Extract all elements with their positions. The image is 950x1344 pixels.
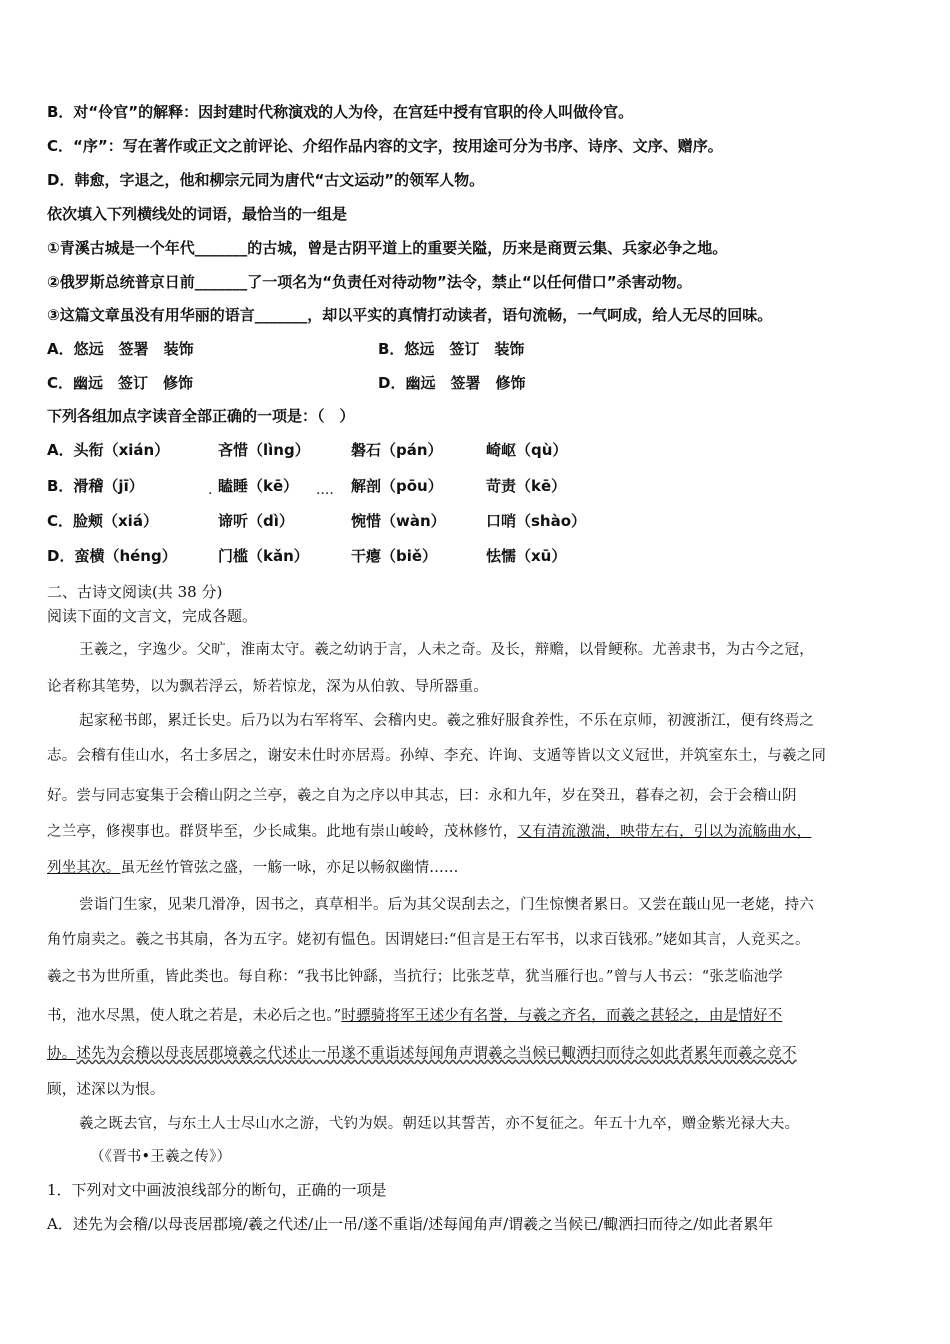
pron-c-1: C．脸颊（xiá） xyxy=(47,512,158,530)
fill-option-a: A．悠远 签署 装饰 xyxy=(47,340,194,358)
pron-d-4: 怯懦（xū） xyxy=(486,547,567,565)
pron-question-stem: 下列各组加点字读音全部正确的一项是：（ ） xyxy=(47,407,355,425)
option-b-lingguan: B．对“伶官”的解释：因封建时代称演戏的人为伶，在宫廷中授有官职的伶人叫做伶官。 xyxy=(47,103,634,121)
option-d-hanyu: D．韩愈，字退之，他和柳宗元同为唐代“古文运动”的领军人物。 xyxy=(47,171,485,189)
emphasis-dot-mark: . xyxy=(208,482,213,498)
pron-a-4: 崎岖（qù） xyxy=(486,441,568,459)
section-title: 二、古诗文阅读(共 38 分) xyxy=(47,583,223,601)
question-1-stem: 1．下列对文中画波浪线部分的断句，正确的一项是 xyxy=(47,1181,387,1199)
passage-line-with-underline xyxy=(47,822,811,842)
pron-c-3: 惋惜（wàn） xyxy=(351,512,446,530)
passage-line: 尝诣门生家，见棐几滑净，因书之，真草相半。后为其父误刮去之，门生惊懊者累日。又尝在蕺山见一老姥，持六 xyxy=(79,897,814,913)
emphasis-dot-mark: .... xyxy=(316,482,334,498)
passage-line: 顾，述深以为恨。 xyxy=(47,1082,165,1098)
passage-line: 起家秘书郎，累迁长史。后乃以为右军将军、会稽内史。羲之雅好服食养性，不乐在京师，初渡浙江，便有终焉之 xyxy=(79,713,814,729)
passage-text: 书，池水尽黑，使人耽之若是，未必后之也。” xyxy=(47,1008,342,1024)
option-c-xu: C．“序”：写在著作或正文之前评论、介绍作品内容的文字，按用途可分为书序、诗序、文序、赠序。 xyxy=(47,137,723,155)
underlined-passage: 列坐其次。 xyxy=(47,860,121,876)
passage-source: （《晋书•王羲之传》） xyxy=(90,1149,232,1165)
pron-d-1: D．蛮横（héng） xyxy=(47,547,177,565)
passage-text: 虽无丝竹管弦之盛，一觞一咏，亦足以畅叙幽情…… xyxy=(120,860,459,876)
pron-a-1: A．头衔（xián） xyxy=(47,441,170,459)
passage-line: 志。会稽有佳山水，名士多居之，谢安未仕时亦居焉。孙绰、李充、许询、支遁等皆以文义冠世，并筑室东土，与羲之同 xyxy=(47,748,827,764)
passage-line: 论者称其笔势，以为飘若浮云，矫若惊龙，深为从伯敦、导所器重。 xyxy=(47,679,488,695)
fill-question-stem: 依次填入下列横线处的词语，最恰当的一组是 xyxy=(47,205,348,223)
underlined-passage: 时骠骑将军王述少有名誉，与羲之齐名，而羲之甚轻之，由是情好不 xyxy=(341,1008,783,1024)
fill-sentence-3: ③这篇文章虽没有用华丽的语言_______，却以平实的真情打动读者，语句流畅，一气呵成，给人无尽的回味。 xyxy=(47,306,773,324)
passage-line: 角竹扇卖之。羲之书其扇，各为五字。姥初有愠色。因谓姥曰:“但言是王右军书，以求百钱邪。”姥如其言，人竞买之。 xyxy=(47,932,810,948)
pron-a-3: 磐石（pán） xyxy=(351,441,443,459)
fill-option-d: D．幽远 签署 修饰 xyxy=(378,374,526,392)
wavy-underlined-passage: 述先为会稽以母丧居郡境羲之代述止一吊遂不重诣述每闻角声谓羲之当候已輙洒扫而待之如此者累年而羲之竞不 xyxy=(76,1046,797,1062)
fill-sentence-1: ①青溪古城是一个年代_______的古城，曾是古阴平道上的重要关隘，历来是商贾云集、兵家必争之地。 xyxy=(47,239,728,257)
pron-d-2: 门槛（kǎn） xyxy=(218,547,309,565)
passage-line: 王羲之，字逸少。父旷，淮南太守。羲之幼讷于言，人未之奇。及长，辩赡，以骨鲠称。尤善隶书，为古今之冠， xyxy=(79,642,814,658)
passage-line: 羲之书为世所重，皆此类也。每自称：“我书比钟繇，当抗行；比张芝草，犹当雁行也。”曾与人书云：“张芝临池学 xyxy=(47,969,783,985)
underlined-passage: 又有清流激湍，映带左右，引以为流觞曲水， xyxy=(517,824,812,840)
passage-line-with-underline xyxy=(47,858,459,878)
section-instruction: 阅读下面的文言文，完成各题。 xyxy=(47,607,258,625)
passage-line: 好。尝与同志宴集于会稽山阴之兰亭，羲之自为之序以申其志，曰：永和九年，岁在癸丑，暮春之初，会于会稽山阴 xyxy=(47,788,797,804)
fill-option-b: B．悠远 签订 装饰 xyxy=(378,340,525,358)
pron-b-3: 解剖（pōu） xyxy=(351,477,443,495)
passage-text: 之兰亭，修禊事也。群贤毕至，少长咸集。此地有崇山峻岭，茂林修竹， xyxy=(47,824,518,840)
fill-sentence-2: ②俄罗斯总统普京日前_______了一项名为“负责任对待动物”法令，禁止“以任何借口”杀害动物。 xyxy=(47,273,692,291)
passage-line-with-wavy xyxy=(47,1044,797,1064)
passage-line: 羲之既去官，与东土人士尽山水之游，弋钓为娱。朝廷以其誓苦，亦不复征之。年五十九卒，赠金紫光禄大夫。 xyxy=(79,1116,800,1132)
fill-option-c: C．幽远 签订 修饰 xyxy=(47,374,194,392)
pron-a-2: 吝惜（lìng） xyxy=(218,441,310,459)
pron-d-3: 干瘪（biě） xyxy=(351,547,438,565)
pron-b-1: B．滑稽（jī） xyxy=(47,477,144,495)
question-1-option-a: A．述先为会稽/以母丧居郡境/羲之代述/止一吊/遂不重诣/述每闻角声/谓羲之当候已/輙洒扫而待之/如此者累年 xyxy=(47,1215,774,1233)
pron-b-2: 瞌睡（kē） xyxy=(218,477,299,495)
underlined-passage: 协。 xyxy=(47,1046,77,1062)
pron-c-4: 口哨（shào） xyxy=(486,512,587,530)
passage-line-with-underline xyxy=(47,1006,782,1026)
pron-c-2: 谛听（dì） xyxy=(218,512,294,530)
pron-b-4: 苛责（kē） xyxy=(486,477,567,495)
